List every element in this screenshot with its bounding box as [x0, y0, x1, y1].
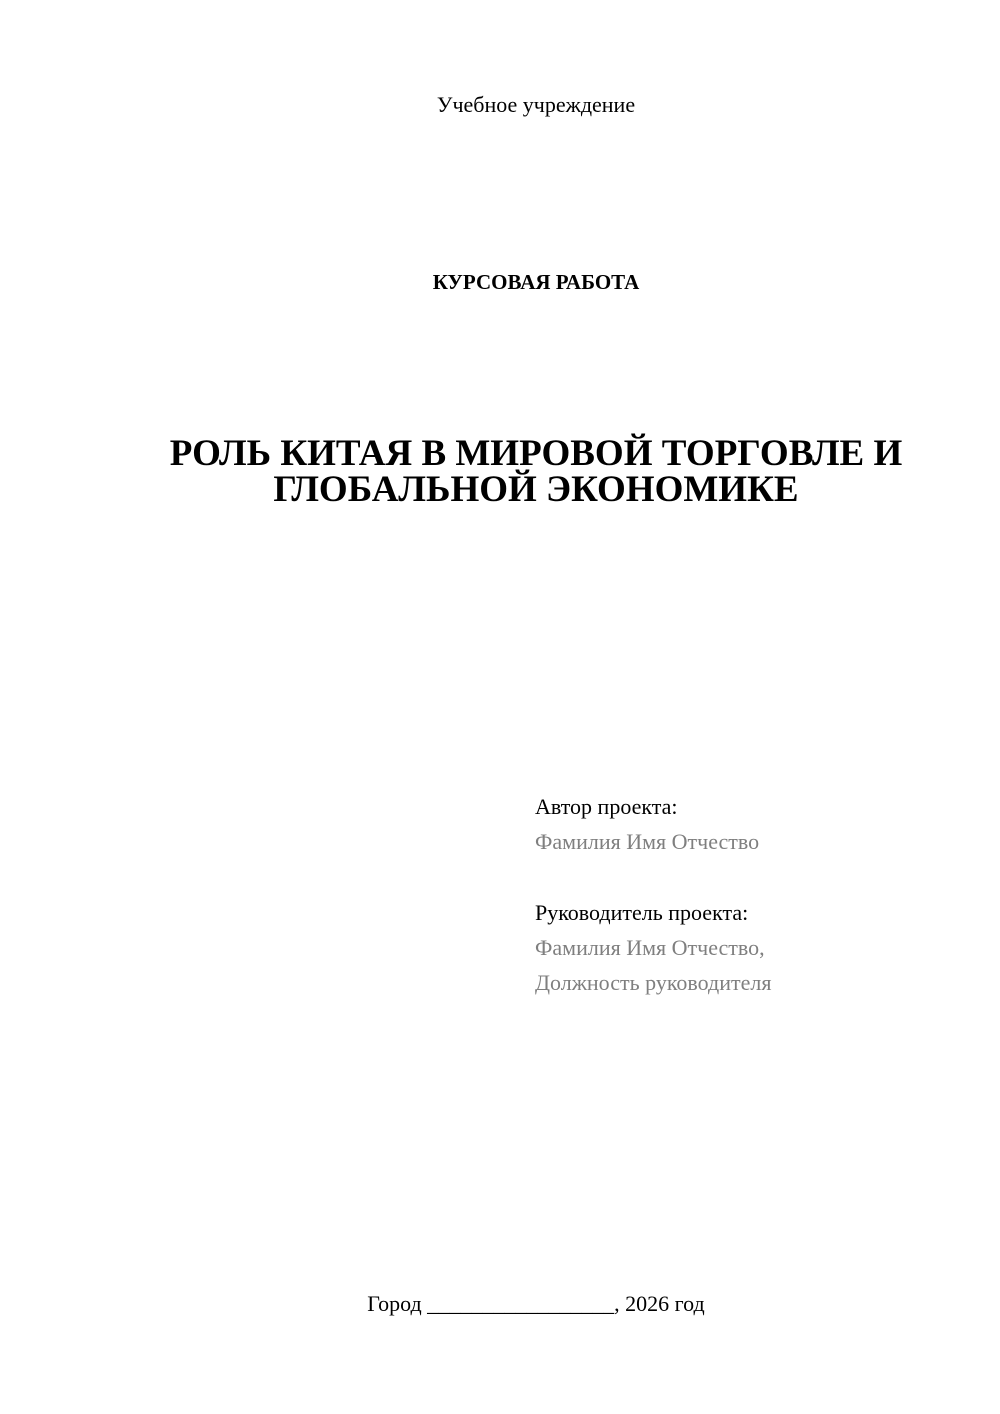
- credits-block: [535, 789, 975, 1000]
- author-name: Фамилия Имя Отчество: [535, 829, 760, 854]
- supervisor-label: Руководитель проекта:: [535, 900, 749, 925]
- credits-spacer: [535, 859, 975, 895]
- document-title-line-2: ГЛОБАЛЬНОЙ ЭКОНОМИКЕ: [273, 469, 799, 510]
- work-type-heading: КУРСОВАЯ РАБОТА: [432, 270, 640, 294]
- city-year-footer: Город _________________, 2026 год: [367, 1291, 705, 1316]
- institution-name: Учебное учреждение: [436, 92, 636, 117]
- supervisor-name: Фамилия Имя Отчество,: [535, 935, 765, 960]
- author-label: Автор проекта:: [535, 794, 678, 819]
- document-title-line-1: РОЛЬ КИТАЯ В МИРОВОЙ ТОРГОВЛЕ И: [169, 433, 903, 474]
- document-title: [100, 433, 972, 510]
- supervisor-position: Должность руководителя: [535, 970, 772, 995]
